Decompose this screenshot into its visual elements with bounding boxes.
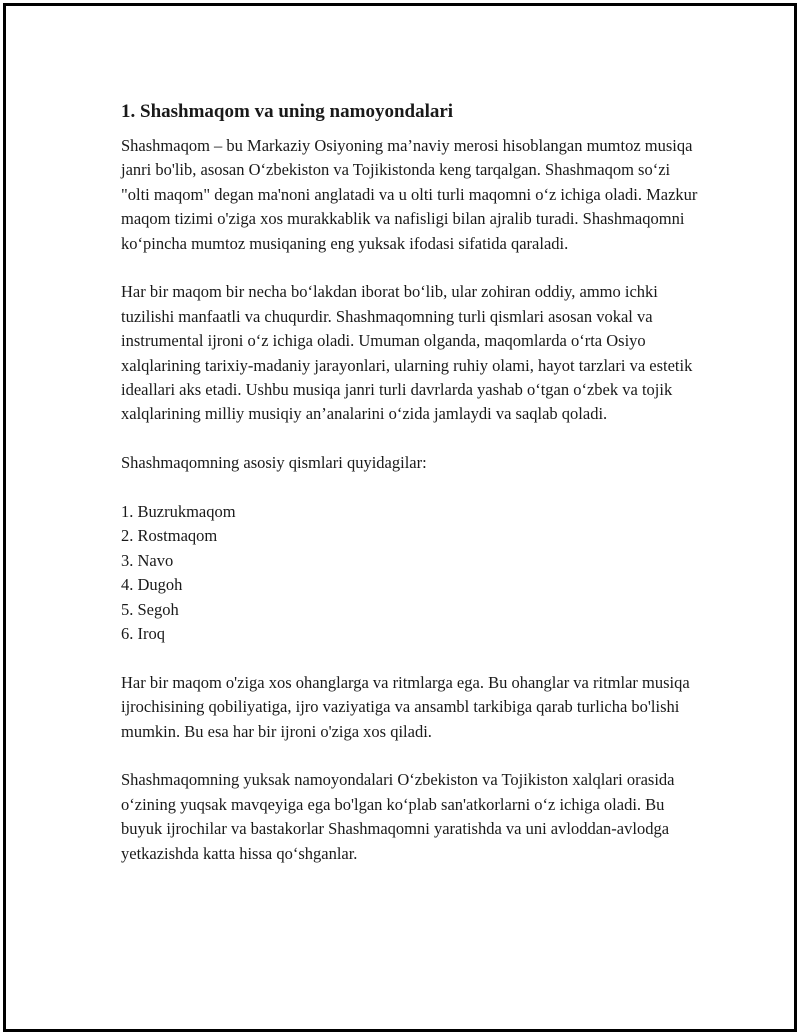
list-item: 2. Rostmaqom (121, 526, 218, 546)
list-item: 6. Iroq (121, 624, 165, 644)
document-title: 1. Shashmaqom va uning namoyondalari (121, 101, 454, 122)
list-item: 3. Navo (121, 550, 174, 570)
maqom-list (121, 500, 701, 646)
paragraph-rhythms: Har bir maqom o'ziga xos ohanglarga va ritmlarga ega. Bu ohanglar va ritmlar musiqa ijrochisining qobiliyatiga, ijro vaziyatiga va ansambl tarkibiga qarab turlicha bo'lishi mumkin. Bu esa har bir ijroni o'ziga xos qiladi. (121, 672, 690, 741)
list-item: 5. Segoh (121, 599, 179, 619)
paragraph-representatives: Shashmaqomning yuksak namoyondalari O‘zbekiston va Tojikiston xalqlari orasida o‘zining yuqsak mavqeyiga ega bo'lgan ko‘plab san'atkorlarni o‘z ichiga oladi. Bu buyuk ijrochilar va bastakorlar Shashmaqomni yaratishda va uni avloddan-avlodga yetkazishda katta hissa qo‘shganlar. (121, 770, 675, 863)
list-item: 1. Buzrukmaqom (121, 502, 236, 522)
document-body (121, 100, 701, 891)
paragraph-structure: Har bir maqom bir necha bo‘lakdan iborat bo‘lib, ular zohiran oddiy, ammo ichki tuzilishi manfaatli va chuqurdir. Shashmaqomning turli qismlari asosan vokal va instrumental ijroni o‘z ichiga oladi. Umuman olganda, maqomlarda o‘rta Osiyo xalqlarining tarixiy-madaniy jarayonlari, ularning ruhiy olami, hayot tarzlari va estetik ideallari aks etadi. Ushbu musiqa janri turli davrlarda yashab o‘tgan o‘zbek va tojik xalqlarining milliy musiqiy an’analarini o‘zida jamlaydi va saqlab qoladi. (121, 282, 693, 424)
page-frame (3, 3, 797, 1032)
paragraph-list-intro: Shashmaqomning asosiy qismlari quyidagilar: (121, 453, 427, 473)
list-item: 4. Dugoh (121, 575, 183, 595)
paragraph-intro: Shashmaqom – bu Markaziy Osiyoning ma’naviy merosi hisoblangan mumtoz musiqa janri bo'lib, asosan O‘zbekiston va Tojikistonda keng tarqalgan. Shashmaqom so‘zi "olti maqom" degan ma'noni anglatadi va u olti turli maqomni o‘z ichiga oladi. Mazkur maqom tizimi o'ziga xos murakkablik va nafisligi bilan ajralib turadi. Shashmaqomni ko‘pincha mumtoz musiqaning eng yuksak ifodasi sifatida qaraladi. (121, 136, 698, 253)
